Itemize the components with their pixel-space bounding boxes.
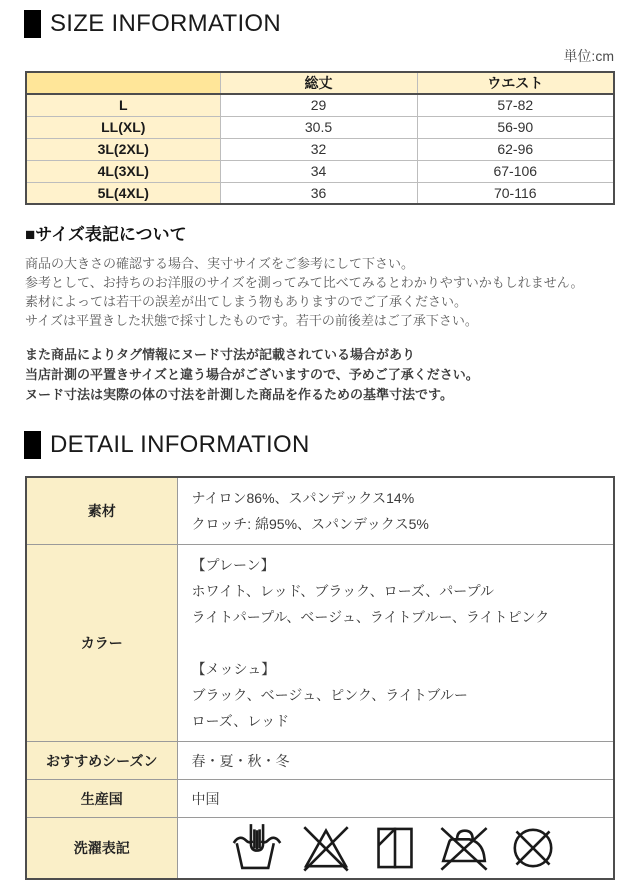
length-value: 29 [220, 94, 417, 116]
color-line: ライトパープル、ベージュ、ライトブルー、ライトピンク [191, 609, 550, 625]
detail-label-season: おすすめシーズン [26, 742, 177, 780]
waist-value: 70-116 [417, 182, 614, 204]
heading-square-bullet [24, 431, 41, 459]
hand-wash-icon [230, 822, 284, 874]
size-table [25, 71, 615, 205]
size-label: 4L(3XL) [26, 160, 220, 182]
note-line: また商品によりタグ情報にヌード寸法が記載されている場合があり [25, 347, 416, 362]
color-line: 【メッシュ】 [191, 661, 276, 677]
size-section-heading [24, 10, 615, 38]
detail-section-title: DETAIL INFORMATION [50, 431, 310, 458]
note-line: サイズは平置きした状態で採寸したものです。若干の前後差はご了承下さい。 [25, 313, 478, 328]
note-line: 当店計測の平置きサイズと違う場合がございますので、予めご了承ください。 [25, 367, 479, 382]
material-value [177, 477, 614, 545]
size-label: 5L(4XL) [26, 182, 220, 204]
size-table-header-length: 総丈 [220, 72, 417, 94]
color-line: 【プレーン】 [191, 557, 275, 573]
color-line: ブラック、ベージュ、ピンク、ライトブルー [191, 687, 468, 703]
length-value: 36 [220, 182, 417, 204]
table-row [26, 477, 614, 545]
note-line: 素材によっては若干の誤差が出てしまう物もありますのでご了承ください。 [25, 294, 468, 309]
note-line: 参考として、お持ちのお洋服のサイズを測ってみて比べてみるとわかりやすいかもしれません。 [25, 275, 584, 290]
heading-square-bullet [24, 10, 41, 38]
dry-in-shade-icon [368, 822, 422, 874]
detail-label-country: 生産国 [26, 780, 177, 818]
length-value: 30.5 [220, 116, 417, 138]
table-row [26, 94, 614, 116]
material-line: ナイロン86%、スパンデックス14% [191, 490, 415, 506]
color-line-blank [192, 630, 600, 656]
table-row [26, 742, 614, 780]
table-row [26, 138, 614, 160]
detail-section-heading [24, 431, 615, 459]
length-value: 32 [220, 138, 417, 160]
size-label: L [26, 94, 220, 116]
country-value: 中国 [177, 780, 614, 818]
detail-label-color: カラー [26, 545, 177, 742]
size-table-header-waist: ウエスト [417, 72, 614, 94]
waist-value: 57-82 [417, 94, 614, 116]
detail-label-material: 素材 [26, 477, 177, 545]
do-not-dry-clean-icon [506, 822, 560, 874]
detail-label-care: 洗濯表記 [26, 818, 177, 880]
size-notes-paragraph-1 [25, 254, 615, 330]
note-line: ヌード寸法は実際の体の寸法を計測した商品を作るための基準寸法です。 [25, 387, 453, 402]
material-line: クロッチ: 綿95%、スパンデックス5% [191, 516, 429, 532]
do-not-iron-icon [437, 822, 491, 874]
size-notes-paragraph-2 [25, 345, 615, 405]
do-not-bleach-icon [299, 822, 353, 874]
waist-value: 56-90 [417, 116, 614, 138]
season-value: 春・夏・秋・冬 [177, 742, 614, 780]
table-row [26, 780, 614, 818]
color-value [177, 545, 614, 742]
size-section-title: SIZE INFORMATION [50, 10, 282, 37]
size-notes-heading: ■サイズ表記について [25, 225, 187, 244]
table-row [26, 116, 614, 138]
size-label: LL(XL) [26, 116, 220, 138]
table-row [26, 182, 614, 204]
size-table-header-row [26, 72, 614, 94]
table-row [26, 818, 614, 880]
waist-value: 62-96 [417, 138, 614, 160]
table-row [26, 545, 614, 742]
waist-value: 67-106 [417, 160, 614, 182]
table-row [26, 160, 614, 182]
care-symbols-row [186, 822, 606, 874]
size-label: 3L(2XL) [26, 138, 220, 160]
unit-note: 単位:cm [563, 48, 614, 64]
length-value: 34 [220, 160, 417, 182]
note-line: 商品の大きさの確認する場合、実寸サイズをご参考にして下さい。 [25, 256, 414, 271]
care-symbols-cell [177, 818, 614, 880]
color-line: ローズ、レッド [191, 713, 290, 729]
color-line: ホワイト、レッド、ブラック、ローズ、パープル [191, 583, 495, 599]
size-table-corner-cell [26, 72, 220, 94]
detail-table [25, 476, 615, 880]
